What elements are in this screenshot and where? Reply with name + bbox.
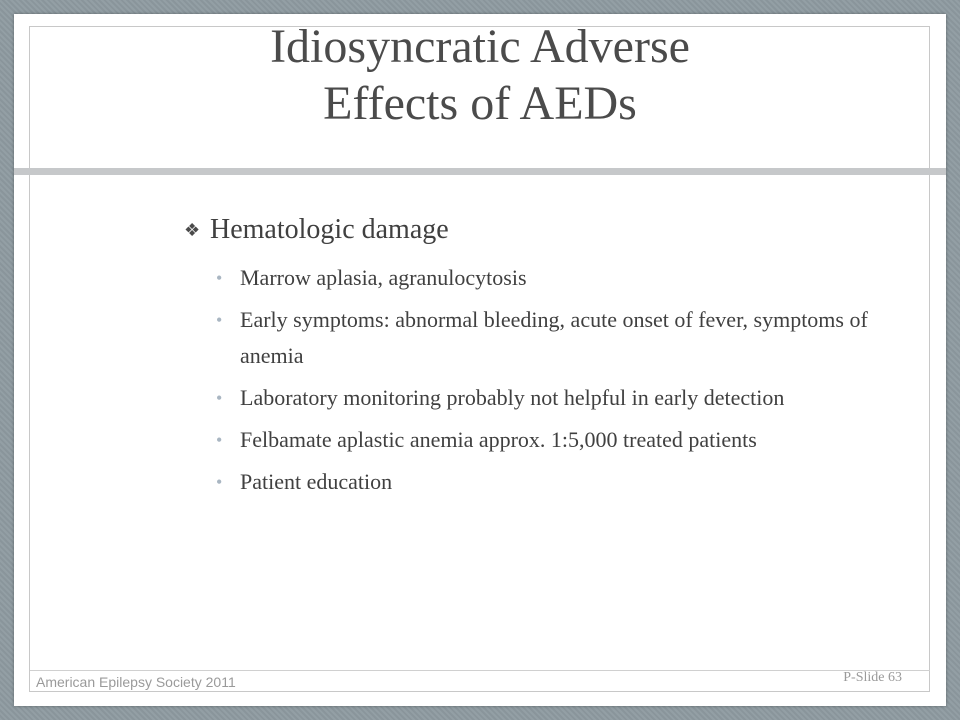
title-divider xyxy=(14,168,946,175)
sub-bullet xyxy=(184,302,924,374)
main-bullet xyxy=(184,210,924,250)
main-bullet-text: Hematologic damage xyxy=(210,214,449,245)
dot-bullet-icon: • xyxy=(216,388,223,408)
dot-bullet-icon: • xyxy=(216,310,223,330)
sub-bullet-text: Patient education xyxy=(240,469,393,494)
footer-organization: American Epilepsy Society 2011 xyxy=(36,674,236,690)
slide-content xyxy=(184,210,924,506)
slide-title xyxy=(14,18,946,132)
sub-bullet-text: Felbamate aplastic anemia approx. 1:5,000 treated patients xyxy=(240,427,757,452)
sub-bullet-text: Laboratory monitoring probably not helpful in early detection xyxy=(240,385,785,410)
sub-bullet-text: Early symptoms: abnormal bleeding, acute onset of fever, symptoms of anemia xyxy=(240,307,868,368)
title-line-2: Effects of AEDs xyxy=(323,77,637,130)
sub-bullet xyxy=(184,464,924,500)
title-line-1: Idiosyncratic Adverse xyxy=(270,20,690,73)
dot-bullet-icon: • xyxy=(216,472,223,492)
sub-bullet xyxy=(184,422,924,458)
sub-bullet xyxy=(184,260,924,296)
slide xyxy=(14,14,946,706)
sub-bullet xyxy=(184,380,924,416)
diamond-bullet-icon: ❖ xyxy=(184,220,201,240)
sub-bullet-text: Marrow aplasia, agranulocytosis xyxy=(240,265,527,290)
sub-bullet-list xyxy=(184,260,924,500)
slide-number: P-Slide 63 xyxy=(843,670,902,685)
footer-divider xyxy=(30,670,930,671)
dot-bullet-icon: • xyxy=(216,430,223,450)
dot-bullet-icon: • xyxy=(216,268,223,288)
